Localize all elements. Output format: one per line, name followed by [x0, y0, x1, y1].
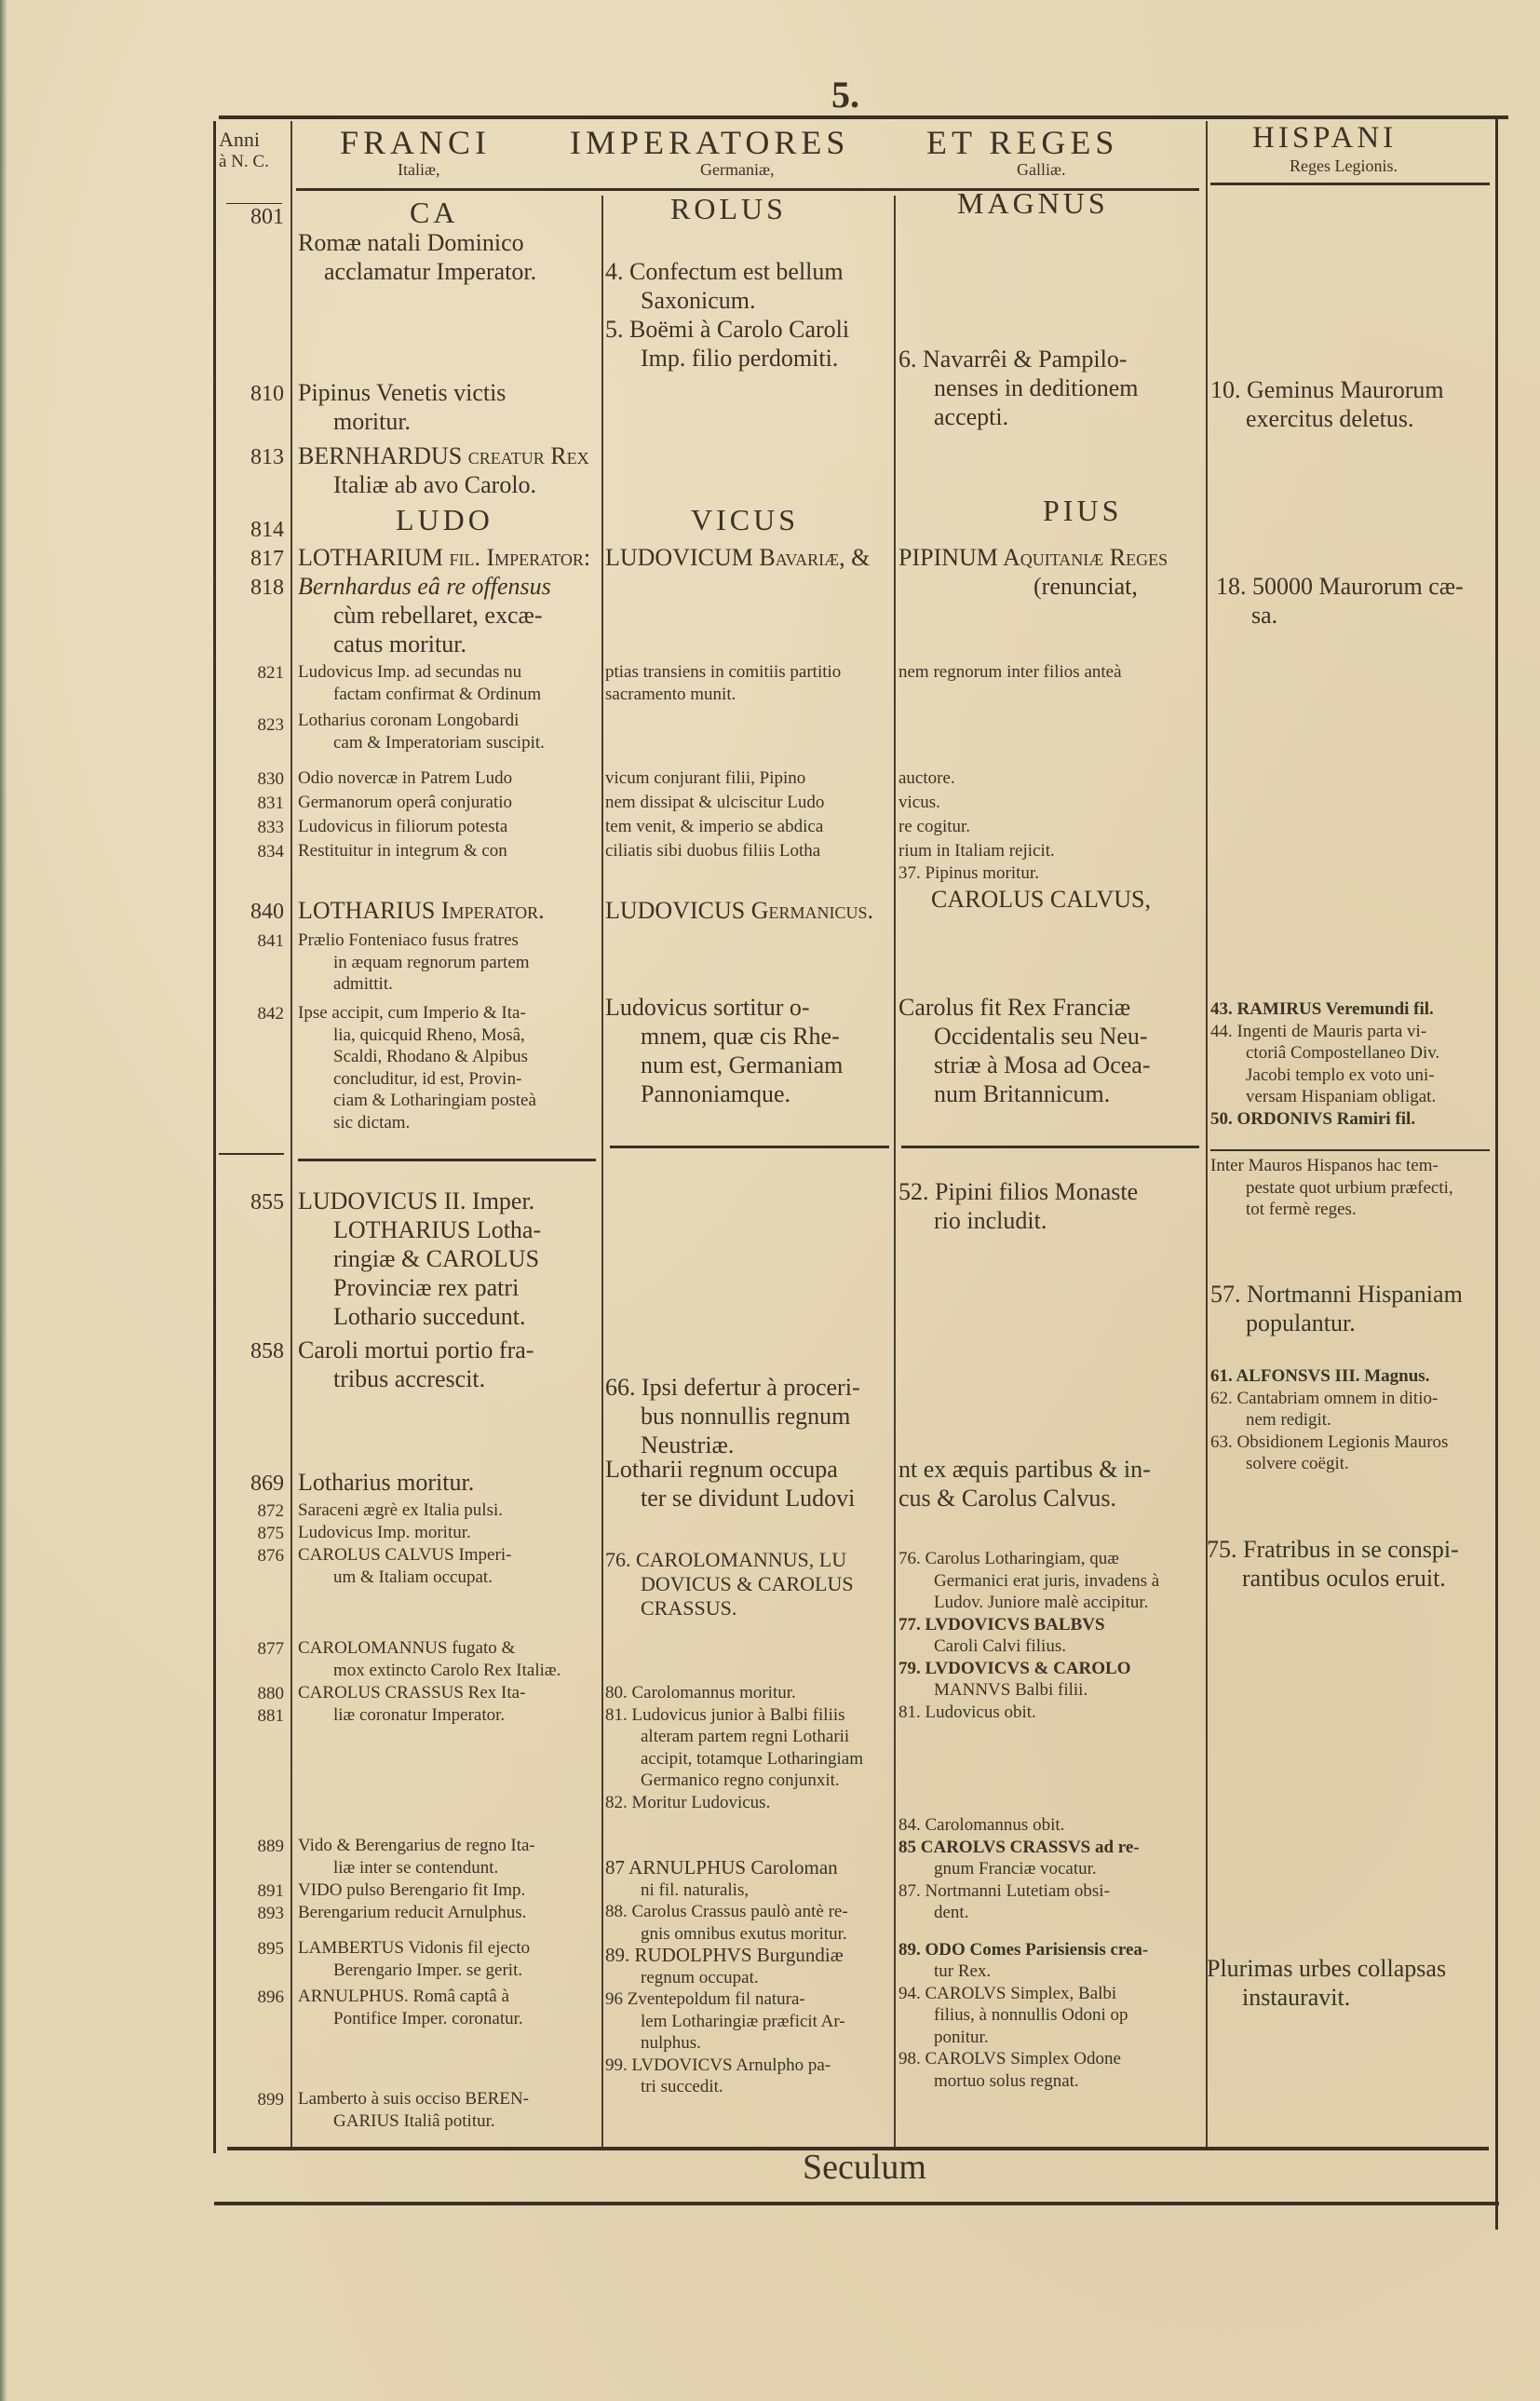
text-line: Prælio Fonteniaco fusus fratres: [298, 930, 519, 950]
entry-840-germania: [605, 896, 873, 925]
text-line: 79. LVDOVICVS & CAROLO: [898, 1658, 1131, 1678]
text-line: mnem, quæ cis Rhe-: [641, 1023, 840, 1050]
text-line: CAROLOMANNUS fugato &: [298, 1638, 516, 1658]
text-line: 98. CAROLVS Simplex Odone: [898, 2049, 1121, 2069]
text-line: Lothario succedunt.: [333, 1303, 526, 1330]
text-line: 87 ARNULPHUS Caroloman: [605, 1856, 838, 1879]
banner-carolus-1: CA: [410, 196, 459, 229]
text-line: ciam & Lotharingiam posteà: [333, 1091, 536, 1110]
text-line: CRASSUS.: [641, 1596, 737, 1620]
entry-895-italia: [298, 1937, 530, 1981]
text-line: 80. Carolomannus moritur.: [605, 1683, 796, 1702]
entry-869-germania: [605, 1455, 855, 1512]
entry-831-germania: nem dissipat & ulciscitur Ludo: [605, 793, 825, 812]
text-line: 57. Nortmanni Hispaniam: [1210, 1281, 1463, 1308]
text-line: accepti.: [934, 403, 1009, 430]
text-line: Pannoniamque.: [641, 1080, 791, 1107]
entry-876-italia: [298, 1544, 511, 1588]
text-line: DOVICUS & CAROLUS: [641, 1572, 854, 1595]
year-817: 817: [250, 547, 284, 571]
text-line: Pipinus Venetis victis: [298, 379, 507, 406]
text-line: rantibus oculos eruit.: [1242, 1565, 1446, 1592]
entry-830-germania: vicum conjurant filii, Pipino: [605, 768, 806, 788]
entry-806-gallia: [898, 345, 1139, 431]
text-line: 76. Carolus Lotharingiam, quæ: [898, 1549, 1119, 1568]
year-875: 875: [257, 1524, 284, 1543]
entry-821-germania: [605, 661, 841, 705]
catchword: Seculum: [803, 2148, 926, 2187]
text-line: 75. Fratribus in se conspi-: [1207, 1536, 1459, 1563]
text-line: pestate quot urbium præfecti,: [1246, 1177, 1453, 1198]
col-divider-hispani: [1206, 121, 1208, 2150]
entry-876-germania: [605, 1548, 854, 1621]
banner-carolus-3: MAGNUS: [957, 186, 1109, 220]
year-899: 899: [257, 2090, 284, 2109]
entry-833-italia: Ludovicus in filiorum potesta: [298, 817, 508, 836]
text-line: Romæ natali Dominico: [298, 229, 524, 256]
text-line: Ipse accipit, cum Imperio & Ita-: [298, 1003, 526, 1023]
hispani-header-rule: [1210, 183, 1490, 185]
text-line: 63. Obsidionem Legionis Mauros: [1210, 1431, 1449, 1452]
text-line: 52. Pipini filios Monaste: [898, 1178, 1139, 1205]
entry-hispani-note: [1210, 1155, 1453, 1221]
entry-831-gallia: vicus.: [898, 793, 940, 812]
entry-857-hispani: [1210, 1280, 1463, 1337]
year-893: 893: [257, 1904, 284, 1923]
entry-855-italia: [298, 1187, 541, 1331]
text-line: gnum Franciæ vocatur.: [934, 1859, 1097, 1879]
text-line: LUDOVICUM Bavariæ, &: [605, 544, 871, 571]
text-line: mox extincto Carolo Rex Italiæ.: [333, 1660, 561, 1680]
text-line: dent.: [934, 1903, 969, 1922]
subhead-gallia: Galliæ.: [1017, 160, 1066, 179]
text-line: liæ coronatur Imperator.: [333, 1704, 506, 1725]
text-line: concluditur, id est, Provin-: [333, 1068, 522, 1089]
text-line: ptias transiens in comitiis partitio: [605, 662, 842, 682]
entry-823-italia: [298, 710, 545, 753]
text-line: instauravit.: [1242, 1984, 1351, 2011]
year-889: 889: [257, 1837, 284, 1856]
banner-ludovicus-1: LUDO: [396, 503, 493, 536]
text-line: solvere coëgit.: [1246, 1454, 1349, 1473]
entry-833-gallia: re cogitur.: [898, 817, 971, 836]
text-line: tribus accrescit.: [333, 1365, 486, 1392]
year-876: 876: [257, 1546, 284, 1566]
entry-869-italia: Lotharius moritur.: [298, 1469, 475, 1496]
text-line: versam Hispaniam obligat.: [1246, 1087, 1437, 1106]
entry-801-germania: [605, 257, 849, 373]
col-divider-italia-germania: [601, 196, 603, 2150]
text-line: ARNULPHUS. Româ captâ à: [298, 1987, 509, 2006]
text-line: catus moritur.: [333, 631, 466, 658]
frame-right: [1495, 115, 1498, 2230]
text-line: cus & Carolus Calvus.: [898, 1485, 1116, 1512]
entry-830-italia: Odio novercæ in Patrem Ludo: [298, 768, 513, 788]
text-line: 84. Carolomannus obit.: [898, 1815, 1065, 1835]
text-line: GARIUS Italiâ potitur.: [333, 2110, 495, 2131]
entry-831-italia: Germanorum operâ conjuratio: [298, 793, 513, 812]
text-line: PIPINUM Aquitaniæ Reges: [898, 544, 1169, 571]
year-895: 895: [257, 1939, 284, 1959]
entry-810-hispani: [1210, 375, 1444, 433]
year-813: 813: [250, 445, 284, 469]
anni-label: Anni: [219, 128, 260, 151]
entry-899-italia: [298, 2088, 529, 2132]
text-line: 62. Cantabriam omnem in ditio-: [1210, 1388, 1439, 1408]
subhead-hispani: Reges Legionis.: [1290, 156, 1398, 175]
entry-891-italia: VIDO pulso Berengario fit Imp.: [298, 1880, 526, 1900]
subhead-germania: Germaniæ,: [700, 160, 775, 179]
text-line: lem Lotharingiæ præficit Ar-: [641, 2011, 845, 2031]
text-line: Lamberto à suis occiso BEREN-: [298, 2089, 530, 2109]
year-869: 869: [250, 1472, 284, 1496]
frame-left: [213, 121, 216, 2153]
text-line: 99. LVDOVICVS Arnulpho pa-: [605, 2055, 831, 2075]
text-line: 85 CAROLVS CRASSVS ad re-: [898, 1837, 1140, 1857]
text-line: LAMBERTUS Vidonis fil ejecto: [298, 1938, 531, 1958]
anni-section-rule: [219, 1153, 284, 1155]
text-line: 87. Nortmanni Lutetiam obsi-: [898, 1880, 1110, 1901]
entry-834-gallia: rium in Italiam rejicit.: [898, 841, 1055, 861]
year-842: 842: [257, 1004, 284, 1024]
anni-header: [219, 129, 269, 173]
text-line: Pontifice Imper. coronatur.: [333, 2008, 523, 2028]
text-line: LOTHARIUS Lotha-: [333, 1216, 542, 1243]
entry-834-italia: Restituitur in integrum & con: [298, 841, 507, 861]
text-line: nt ex æquis partibus & in-: [898, 1456, 1151, 1483]
year-821: 821: [257, 663, 284, 683]
year-840: 840: [250, 900, 284, 924]
entry-889-italia: [298, 1835, 535, 1879]
title-et-reges: ET REGES: [926, 124, 1119, 161]
year-834: 834: [257, 842, 284, 861]
text-line: 96 Zventepoldum fil natura-: [605, 1989, 805, 2009]
entry-852-gallia: [898, 1177, 1138, 1235]
gallia-section-rule: [901, 1146, 1199, 1148]
title-imperatores: IMPERATORES: [570, 124, 850, 161]
text-line: bus nonnullis regnum: [641, 1403, 851, 1430]
col-divider-germania-gallia: [894, 196, 896, 2150]
entry-813-italia: [298, 441, 589, 499]
text-line: ctoriâ Compostellaneo Div.: [1246, 1043, 1440, 1063]
text-line: num est, Germaniam: [641, 1051, 844, 1078]
text-line: Plurimas urbes collapsas: [1207, 1955, 1447, 1982]
subhead-italia: Italiæ,: [398, 160, 440, 179]
text-line: tot fermè reges.: [1246, 1200, 1357, 1219]
text-line: Germanici erat juris, invadens à: [934, 1570, 1160, 1591]
text-line: 81. Ludovicus obit.: [898, 1702, 1036, 1722]
text-line: Carolus fit Rex Franciæ: [898, 994, 1131, 1021]
text-line: exercitus deletus.: [1246, 405, 1414, 432]
entry-843-hispani: [1210, 998, 1439, 1130]
text-line: cam & Imperatoriam suscipit.: [333, 732, 545, 753]
text-line: LOTHARIUM fil. Imperator:: [298, 544, 591, 571]
entry-818-italia: [298, 572, 551, 658]
text-line: CAROLUS CRASSUS Rex Ita-: [298, 1683, 526, 1702]
text-line: 6. Navarrêi & Pampilo-: [898, 346, 1128, 373]
entry-801-italia: [298, 228, 536, 286]
entry-842-italia: [298, 1002, 536, 1133]
text-line: admittit.: [333, 974, 393, 994]
text-line: 5. Boëmi à Carolo Caroli: [605, 316, 850, 343]
year-814: 814: [250, 518, 284, 542]
year-855: 855: [250, 1190, 284, 1214]
page-number: 5.: [831, 74, 859, 115]
text-line: 50. ORDONIVS Ramiri fil.: [1210, 1108, 1416, 1129]
year-841: 841: [257, 931, 284, 951]
entry-821-italia: [298, 661, 541, 705]
text-line: Berengario Imper. se gerit.: [333, 1960, 523, 1980]
top-rule: [219, 115, 1508, 119]
year-810: 810: [250, 382, 284, 406]
text-line: num Britannicum.: [934, 1080, 1111, 1107]
text-line: striæ à Mosa ad Ocea-: [934, 1051, 1151, 1078]
text-line: ponitur.: [934, 2027, 989, 2047]
year-877: 877: [257, 1639, 284, 1659]
entry-876-gallia: [898, 1548, 1159, 1723]
entry-880-germania: [605, 1682, 863, 1813]
entry-896-italia: [298, 1986, 523, 2029]
text-line: 77. LVDOVICVS BALBVS: [898, 1614, 1105, 1635]
text-line: ni fil. naturalis,: [641, 1879, 750, 1900]
entry-858-italia: [298, 1336, 534, 1393]
text-line: Italiæ ab avo Carolo.: [333, 471, 537, 498]
anni-header-rule: [226, 203, 282, 204]
text-line: um & Italiam occupat.: [333, 1567, 493, 1587]
text-line: Neustriæ.: [641, 1431, 735, 1458]
text-line: 44. Ingenti de Mauris parta vi-: [1210, 1021, 1427, 1041]
text-line: alteram partem regni Lotharii: [641, 1727, 850, 1746]
text-line: Bernhardus eâ re offensus: [298, 573, 551, 600]
year-880: 880: [257, 1684, 284, 1703]
page-edge-shadow: [0, 0, 7, 2401]
entry-817-germania: [605, 543, 870, 572]
text-line: LOTHARIUS Imperator.: [298, 897, 545, 924]
entry-834-germania: ciliatis sibi duobus filiis Lotha: [605, 841, 821, 861]
text-line: 88. Carolus Crassus paulò antè re-: [605, 1902, 848, 1921]
text-line: LUDOVICUS II. Imper.: [298, 1187, 535, 1214]
text-line: Imp. filio perdomiti.: [641, 345, 839, 372]
col-divider-anni: [290, 121, 292, 2150]
text-line: Jacobi templo ex voto uni-: [1246, 1065, 1435, 1085]
entry-810-italia: [298, 378, 506, 436]
text-line: 82. Moritur Ludovicus.: [605, 1792, 771, 1812]
text-line: 66. Ipsi defertur à proceri-: [605, 1374, 860, 1401]
year-872: 872: [257, 1501, 284, 1521]
entry-869-gallia: [898, 1455, 1151, 1512]
text-line: Scaldi, Rhodano & Alpibus: [333, 1047, 528, 1066]
text-line: Caroli Calvi filius.: [934, 1636, 1066, 1656]
year-823: 823: [257, 715, 284, 735]
entry-hispani-plurimas: [1207, 1954, 1446, 2012]
entry-821-gallia: [898, 661, 1122, 684]
text-line: sa.: [1251, 602, 1278, 629]
entry-817-italia: [298, 543, 590, 572]
text-line: CAROLUS CALVUS Imperi-: [298, 1545, 512, 1565]
banner-carolus-2: ROLUS: [670, 192, 787, 225]
banner-ludovicus-3: PIUS: [1043, 494, 1123, 527]
text-line: 10. Geminus Maurorum: [1210, 376, 1444, 403]
text-line: lia, quicquid Rheno, Mosâ,: [333, 1024, 525, 1045]
text-line: (renunciat,: [1033, 573, 1138, 600]
text-line: Vido & Berengarius de regno Ita-: [298, 1836, 535, 1855]
text-line: 43. RAMIRUS Veremundi fil.: [1210, 999, 1434, 1019]
text-line: ter se dividunt Ludovi: [641, 1485, 856, 1512]
text-line: 81. Ludovicus junior à Balbi filiis: [605, 1704, 845, 1725]
hispani-section-rule: [1210, 1149, 1490, 1151]
banner-ludovicus-2: VICUS: [691, 503, 800, 536]
text-line: accipit, totamque Lotharingiam: [641, 1748, 864, 1769]
text-line: liæ inter se contendunt.: [333, 1857, 499, 1878]
text-line: cùm rebellaret, excæ-: [333, 602, 543, 629]
entry-861-hispani: [1210, 1365, 1448, 1475]
entry-875-italia: Ludovicus Imp. moritur.: [298, 1523, 471, 1542]
text-line: Lotharii regnum occupa: [605, 1456, 838, 1483]
text-line: CAROLUS CALVUS,: [931, 886, 1151, 913]
text-line: tri succedit.: [641, 2077, 723, 2096]
entry-833-germania: tem venit, & imperio se abdica: [605, 817, 824, 836]
text-line: in æquam regnorum partem: [333, 952, 530, 972]
text-line: sic dictam.: [333, 1112, 411, 1133]
text-line: rio includit.: [934, 1207, 1047, 1234]
entry-841-italia: [298, 929, 530, 996]
text-line: regnum occupat.: [641, 1967, 759, 1987]
text-line: 18. 50000 Maurorum cæ-: [1216, 573, 1464, 600]
text-line: gnis omnibus exutus moritur.: [641, 1923, 847, 1944]
entry-840-italia: [298, 896, 545, 925]
entry-842-germania: [605, 993, 843, 1108]
entry-840-gallia: [931, 885, 1151, 914]
text-line: acclamatur Imperator.: [324, 258, 537, 285]
title-franci: FRANCI: [340, 124, 492, 161]
text-line: 61. ALFONSVS III. Magnus.: [1210, 1366, 1430, 1386]
entry-884-gallia: [898, 1814, 1148, 2092]
text-line: Ludovicus sortitur o-: [605, 994, 810, 1021]
text-line: Saxonicum.: [641, 287, 756, 314]
year-830: 830: [257, 769, 284, 789]
text-line: Ludovicus Imp. ad secundas nu: [298, 662, 522, 682]
title-hispani: HISPANI: [1252, 121, 1398, 155]
text-line: moritur.: [333, 408, 412, 435]
bottom-rule-outer: [214, 2202, 1499, 2205]
germania-section-rule: [610, 1146, 889, 1148]
year-831: 831: [257, 794, 284, 813]
year-833: 833: [257, 818, 284, 837]
entry-837-gallia: 37. Pipinus moritur.: [898, 863, 1039, 883]
text-line: populantur.: [1246, 1309, 1356, 1336]
text-line: Ludov. Juniore malè accipitur.: [934, 1593, 1149, 1612]
text-line: MANNVS Balbi filii.: [934, 1680, 1088, 1700]
text-line: filius, à nonnullis Odoni op: [934, 2005, 1128, 2025]
text-line: nulphus.: [641, 2033, 701, 2053]
text-line: nenses in deditionem: [934, 374, 1139, 401]
text-line: Lotharius coronam Longobardi: [298, 711, 520, 730]
text-line: mortuo solus regnat.: [934, 2070, 1079, 2091]
italia-section-rule: [298, 1159, 596, 1161]
text-line: sacramento munit.: [605, 684, 736, 704]
text-line: Caroli mortui portio fra-: [298, 1336, 534, 1363]
year-891: 891: [257, 1881, 284, 1901]
text-line: nem redigit.: [1246, 1410, 1331, 1430]
year-818: 818: [250, 576, 284, 600]
text-line: Germanico regno conjunxit.: [641, 1770, 840, 1790]
text-line: 89. ODO Comes Parisiensis crea-: [898, 1939, 1149, 1960]
text-line: factam confirmat & Ordinum: [333, 684, 542, 704]
year-801: 801: [250, 205, 284, 229]
entry-880-italia: [298, 1682, 525, 1726]
entry-887-germania: [605, 1857, 848, 2098]
text-line: 89. RUDOLPHVS Burgundiæ: [605, 1944, 844, 1966]
text-line: BERNHARDUS creatur Rex: [298, 442, 589, 469]
anno-christi-label: à N. C.: [219, 152, 269, 171]
text-line: LUDOVICUS Germanicus.: [605, 897, 874, 924]
entry-893-italia: Berengarium reducit Arnulphus.: [298, 1903, 527, 1922]
text-line: ringiæ & CAROLUS: [333, 1245, 540, 1272]
entry-842-gallia: [898, 993, 1150, 1108]
text-line: Inter Mauros Hispanos hac tem-: [1210, 1156, 1439, 1175]
text-line: Provinciæ rex patri: [333, 1274, 520, 1301]
entry-817-gallia: [898, 543, 1168, 601]
year-896: 896: [257, 1987, 284, 2007]
text-line: Occidentalis seu Neu-: [934, 1023, 1148, 1050]
entry-877-italia: [298, 1637, 561, 1681]
text-line: 94. CAROLVS Simplex, Balbi: [898, 1983, 1117, 2003]
entry-872-italia: Saraceni ægrè ex Italia pulsi.: [298, 1500, 504, 1520]
text-line: tur Rex.: [934, 1961, 992, 1981]
entry-866-germania: [605, 1373, 860, 1459]
entry-875-hispani: [1207, 1535, 1459, 1593]
year-881: 881: [257, 1706, 284, 1726]
text-line: nem regnorum inter filios anteà: [898, 662, 1122, 682]
entry-818-hispani: [1216, 572, 1464, 630]
text-line: 76. CAROLOMANNUS, LU: [605, 1548, 847, 1571]
text-line: 4. Confectum est bellum: [605, 258, 844, 285]
entry-830-gallia: auctore.: [898, 768, 955, 788]
year-858: 858: [250, 1339, 284, 1363]
